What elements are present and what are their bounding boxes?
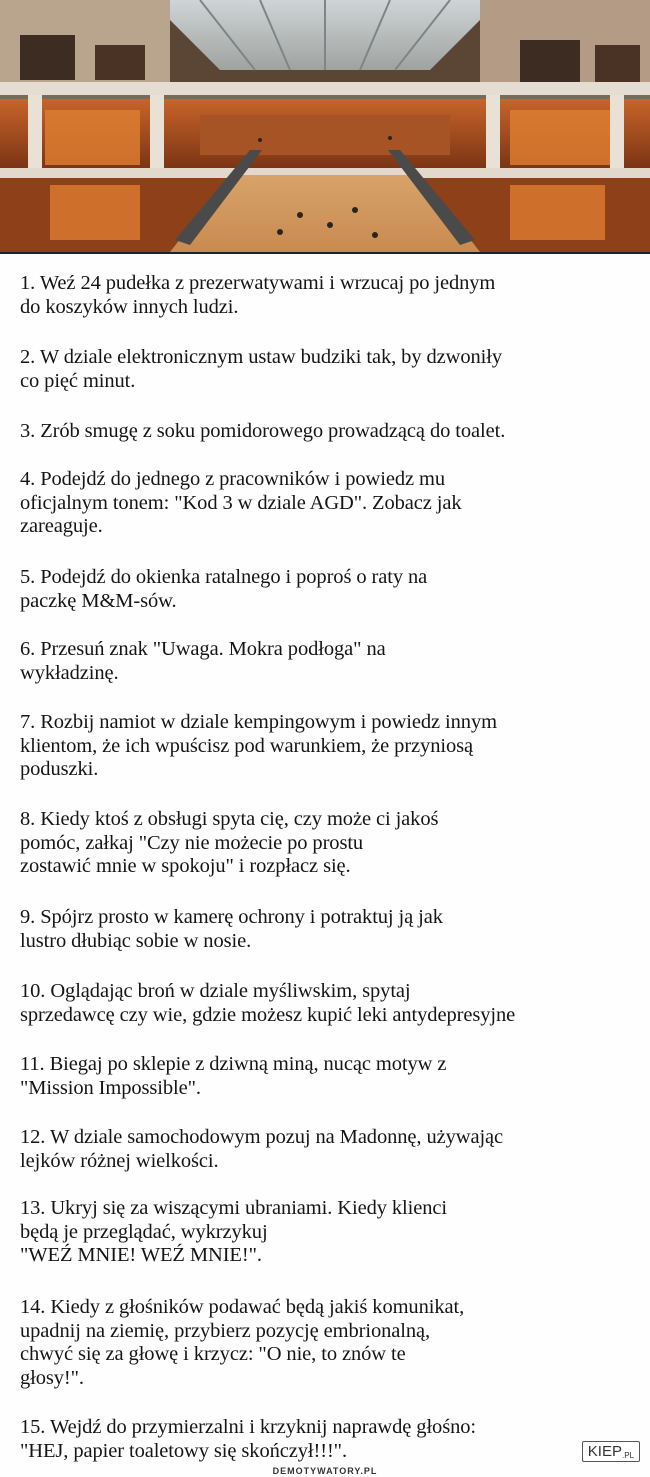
list-item: 10. Oglądając broń w dziale myśliwskim, spytaj sprzedawcę czy wie, gdzie możesz kupić leki antydepresyjne (20, 980, 516, 1026)
list-item: 6. Przesuń znak "Uwaga. Mokra podłoga" na wykładzinę. (20, 638, 386, 684)
list-item: 1. Weź 24 pudełka z prezerwatywami i wrzucaj po jednym do koszyków innych ludzi. (20, 272, 496, 318)
list-item: 15. Wejdź do przymierzalni i krzyknij naprawdę głośno: "HEJ, papier toaletowy się skończył!!!". (20, 1416, 476, 1462)
footer-watermark: DEMOTYWATORY.PL (272, 1466, 378, 1476)
list-item: 7. Rozbij namiot w dziale kempingowym i powiedz innym klientom, że ich wpuścisz pod warunkiem, że przyniosą poduszki. (20, 711, 497, 780)
list-item: 9. Spójrz prosto w kamerę ochrony i potraktuj ją jak lustro dłubiąc sobie w nosie. (20, 906, 443, 952)
list-item: 4. Podejdź do jednego z pracowników i powiedz mu oficjalnym tonem: "Kod 3 w dziale AGD". Zobacz jak zareaguje. (20, 468, 462, 537)
list-item: 2. W dziale elektronicznym ustaw budziki tak, by dzwoniły co pięć minut. (20, 346, 503, 392)
list-item: 8. Kiedy ktoś z obsługi spyta cię, czy może ci jakoś pomóc, załkaj "Czy nie możecie po prostu zostawić mnie w spokoju" i rozpłacz się. (20, 808, 439, 877)
mall-photo (0, 0, 650, 252)
list-item: 13. Ukryj się za wiszącymi ubraniami. Kiedy klienci będą je przeglądać, wykrzykuj "WEŹ MNIE! WEŹ MNIE!". (20, 1197, 447, 1266)
kiep-logo: KIEP.PL (582, 1441, 640, 1462)
list-item: 11. Biegaj po sklepie z dziwną miną, nucąc motyw z "Mission Impossible". (20, 1053, 447, 1099)
list-item: 12. W dziale samochodowym pozuj na Madonnę, używając lejków różnej wielkości. (20, 1126, 504, 1172)
list-item: 14. Kiedy z głośników podawać będą jakiś komunikat, upadnij na ziemię, przybierz pozycję embrionalną, chwyć się za głowę i krzycz: "O nie, to znów te głosy!". (20, 1296, 465, 1389)
mall-interior-image (0, 0, 650, 252)
list-item: 3. Zrób smugę z soku pomidorowego prowadzącą do toalet. (20, 420, 506, 442)
list-item: 5. Podejdź do okienka ratalnego i poproś o raty na paczkę M&M-sów. (20, 566, 428, 612)
